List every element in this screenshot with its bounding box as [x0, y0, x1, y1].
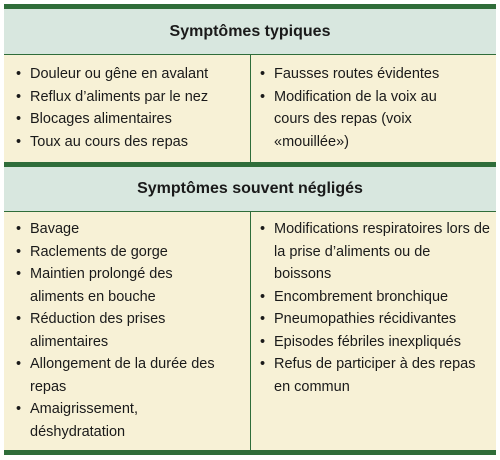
list-item: • Encombrement bronchique	[260, 286, 490, 309]
column-divider	[250, 212, 251, 450]
list-item: • Toux au cours des repas	[16, 131, 242, 154]
list-item: • Episodes fébriles inexpliqués	[260, 331, 490, 354]
list-item: • Maintien prolongé des aliments en bouche	[16, 263, 216, 308]
list-item: • Douleur ou gêne en avalant	[16, 63, 242, 86]
list-item: • Modification de la voix au cours des repas (voix «mouillée»)	[260, 86, 440, 154]
list-item: • Amaigrissement, déshydratation	[16, 398, 216, 443]
list-item: • Pneumopathies récidivantes	[260, 308, 490, 331]
typical-right-list	[260, 63, 440, 153]
list-item: • Raclements de gorge	[16, 241, 216, 264]
typical-left-list	[16, 63, 242, 153]
list-item: • Réduction des prises alimentaires	[16, 308, 216, 353]
symptoms-table	[4, 4, 496, 455]
list-item: • Modifications respiratoires lors de la prise d’aliments ou de boissons	[260, 218, 490, 286]
list-item: • Refus de participer à des repas en commun	[260, 353, 490, 398]
table-bottom-rule	[4, 450, 496, 455]
neglected-right-list	[260, 218, 490, 398]
column-divider	[250, 55, 251, 162]
list-item: • Reflux d’aliments par le nez	[16, 86, 242, 109]
list-item: • Bavage	[16, 218, 216, 241]
list-item: • Blocages alimentaires	[16, 108, 242, 131]
section-header-typical: Symptômes typiques	[4, 9, 496, 54]
section-header-neglected: Symptômes souvent négligés	[4, 167, 496, 211]
list-item: • Fausses routes évidentes	[260, 63, 440, 86]
neglected-left-list	[16, 218, 216, 443]
list-item: • Allongement de la durée des repas	[16, 353, 216, 398]
